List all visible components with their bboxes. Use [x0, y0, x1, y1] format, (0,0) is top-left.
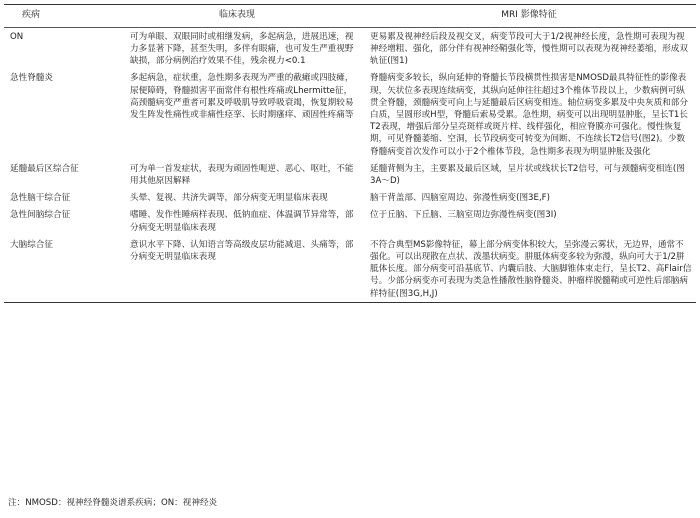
table-footnote: 注：NMOSD：视神经脊髓炎谱系疾病；ON：视神经炎 [8, 498, 218, 508]
clinical-cell: 嗜睡、发作性睡病样表现、低钠血症、体温调节异常等，部分病变无明显临床表现 [130, 210, 354, 233]
disease-cell: 急性脑干综合征 [10, 193, 71, 204]
clinical-cell: 可为单眼、双眼同时或相继发病，多起病急，进展迅速，视力多显著下降，甚至失明，多伴有眼痛，也可发生严重视野缺损，部分病例治疗效果不佳，残余视力<0.1 [130, 31, 354, 67]
table-row [4, 189, 696, 206]
table-row [4, 236, 696, 303]
header-clinical: 临床表现 [112, 5, 362, 28]
mri-cell: 位于丘脑、下丘脑、三脑室周边弥漫性病变(图3I) [370, 210, 557, 221]
clinical-cell: 可为单一首发症状，表现为顽固性呃逆、恶心、呕吐，不能用其他原因解释 [130, 163, 354, 186]
mri-cell: 不符合典型MS影像特征，幕上部分病变体积较大，呈弥漫云雾状，无边界，通常不强化。可以出现散在点状、泼墨状病变。胼胝体病变多较为弥漫，纵向可大于1/2胼胝体长度。部分病变可沿基底节、内囊后肢、大脑脚锥体束走行，呈长T2、高Flair信号。少部分病变亦可表现为类急性播散性脑脊髓炎、肿瘤样脱髓鞘或可逆性后部脑病样特征(图3G,H,J) [362, 236, 696, 303]
mri-cell: 延髓背侧为主，主要累及最后区域，呈片状或线状长T2信号，可与颈髓病变相连(图3A～D) [370, 163, 685, 186]
header-disease: 疾病 [4, 5, 112, 28]
table-row [4, 206, 696, 235]
disease-cell: 延髓最后区综合征 [10, 163, 79, 174]
mri-cell: 脑干背盖部、四脑室周边、弥漫性病变(图3E,F) [370, 193, 550, 204]
table-header-row [4, 5, 696, 28]
disease-cell: ON [10, 31, 24, 42]
mri-cell: 脊髓病变多较长，纵向延伸的脊髓长节段横贯性损害是NMOSD最具特征性的影像表现，矢状位多表现连续病变，其纵向延伸往往超过3个椎体节段以上，少数病例可纵贯全脊髓，颈髓病变可向上与延髓最后区病变相连。轴位病变多累及中央灰质和部分白质，呈圆形或H型，脊髓后索易受累。急性期，病变可以出现明显肿胀，呈长T1长T2表现，增强后部分呈亮斑样或斑片样、线样强化，相应脊膜亦可强化。慢性恢复期，可见脊髓萎缩、空洞，长节段病变可转变为间断、不连续长T2信号(图2)。少数脊髓病变首次发作可以小于2个椎体节段，急性期多表现为明显肿胀及强化 [370, 73, 688, 157]
disease-cell: 急性间脑综合征 [10, 210, 71, 221]
disease-cell: 大脑综合征 [4, 236, 112, 303]
clinical-cell: 头晕、复视、共济失调等，部分病变无明显临床表现 [130, 193, 328, 204]
disease-cell: 急性脊髓炎 [10, 73, 53, 84]
table-row [4, 27, 696, 69]
clinical-cell: 意识水平下降、认知语言等高级皮层功能减退、头痛等，部分病变无明显临床表现 [112, 236, 362, 303]
header-mri: MRI 影像特征 [362, 5, 696, 28]
clinical-cell: 多起病急，症状重，急性期多表现为严重的截瘫或四肢瘫，尿便障碍，脊髓损害平面常伴有根性疼痛或Lhermitte征，高颈髓病变严重者可累及呼吸肌导致呼吸衰竭，恢复期较易发生阵发性痛性或非痛性痉挛、长时期瘙痒、顽固性疼痛等 [130, 73, 354, 120]
mri-cell: 更易累及视神经后段及视交叉，病变节段可大于1/2视神经长度，急性期可表现为视神经增粗、强化，部分伴有视神经鞘强化等，慢性期可以表现为视神经萎缩，形成双轨征(图1) [370, 31, 688, 67]
clinical-mri-table [4, 4, 696, 303]
table-row [4, 160, 696, 189]
table-row [4, 69, 696, 159]
